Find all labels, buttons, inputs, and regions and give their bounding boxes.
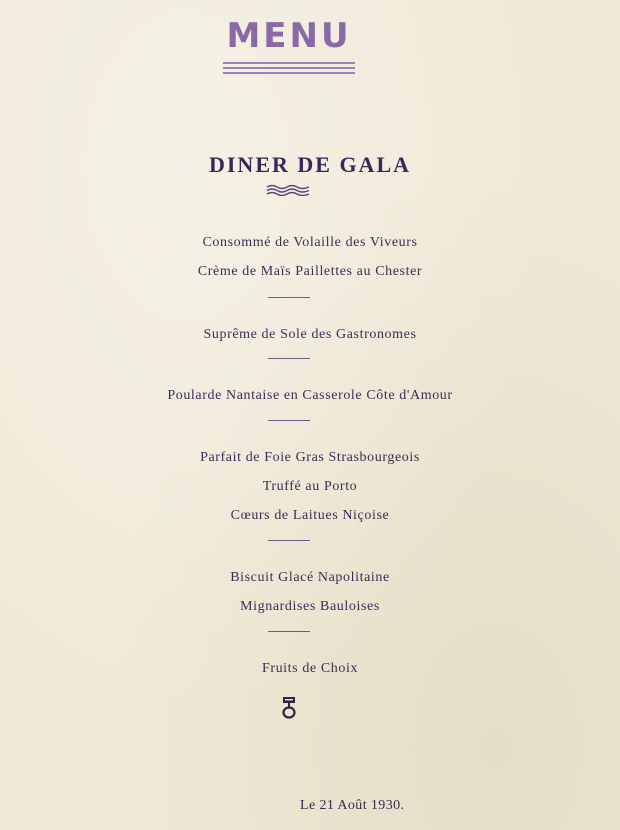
event-title: DINER DE GALA [208, 152, 412, 177]
course-item: Biscuit Glacé Napolitaine [230, 570, 390, 585]
menu-title: MENU [226, 16, 352, 56]
course-separator [268, 420, 310, 421]
course-item: Parfait de Foie Gras Strasbourgeois [200, 450, 420, 465]
menu-title-underline-top [223, 62, 355, 64]
course-separator [268, 540, 310, 541]
course-item: Crème de Maïs Paillettes au Chester [197, 264, 423, 279]
wave-ornament-icon [266, 184, 310, 196]
course-item: Truffé au Porto [262, 479, 358, 494]
course-separator [268, 297, 310, 298]
course-item: Mignardises Bauloises [240, 599, 380, 614]
emblem-icon [280, 696, 298, 720]
menu-title-underline-middle [223, 67, 355, 69]
course-item: Cœurs de Laitues Niçoise [230, 508, 390, 523]
menu-title-underline-bottom [223, 72, 355, 74]
course-separator [268, 358, 310, 359]
course-item: Fruits de Choix [261, 661, 359, 676]
course-item: Poularde Nantaise en Casserole Côte d'Amour [167, 388, 453, 403]
course-item: Suprême de Sole des Gastronomes [203, 327, 417, 342]
menu-date: Le 21 Août 1930. [300, 798, 405, 813]
course-item: Consommé de Volaille des Viveurs [202, 235, 418, 250]
course-separator [268, 631, 310, 632]
